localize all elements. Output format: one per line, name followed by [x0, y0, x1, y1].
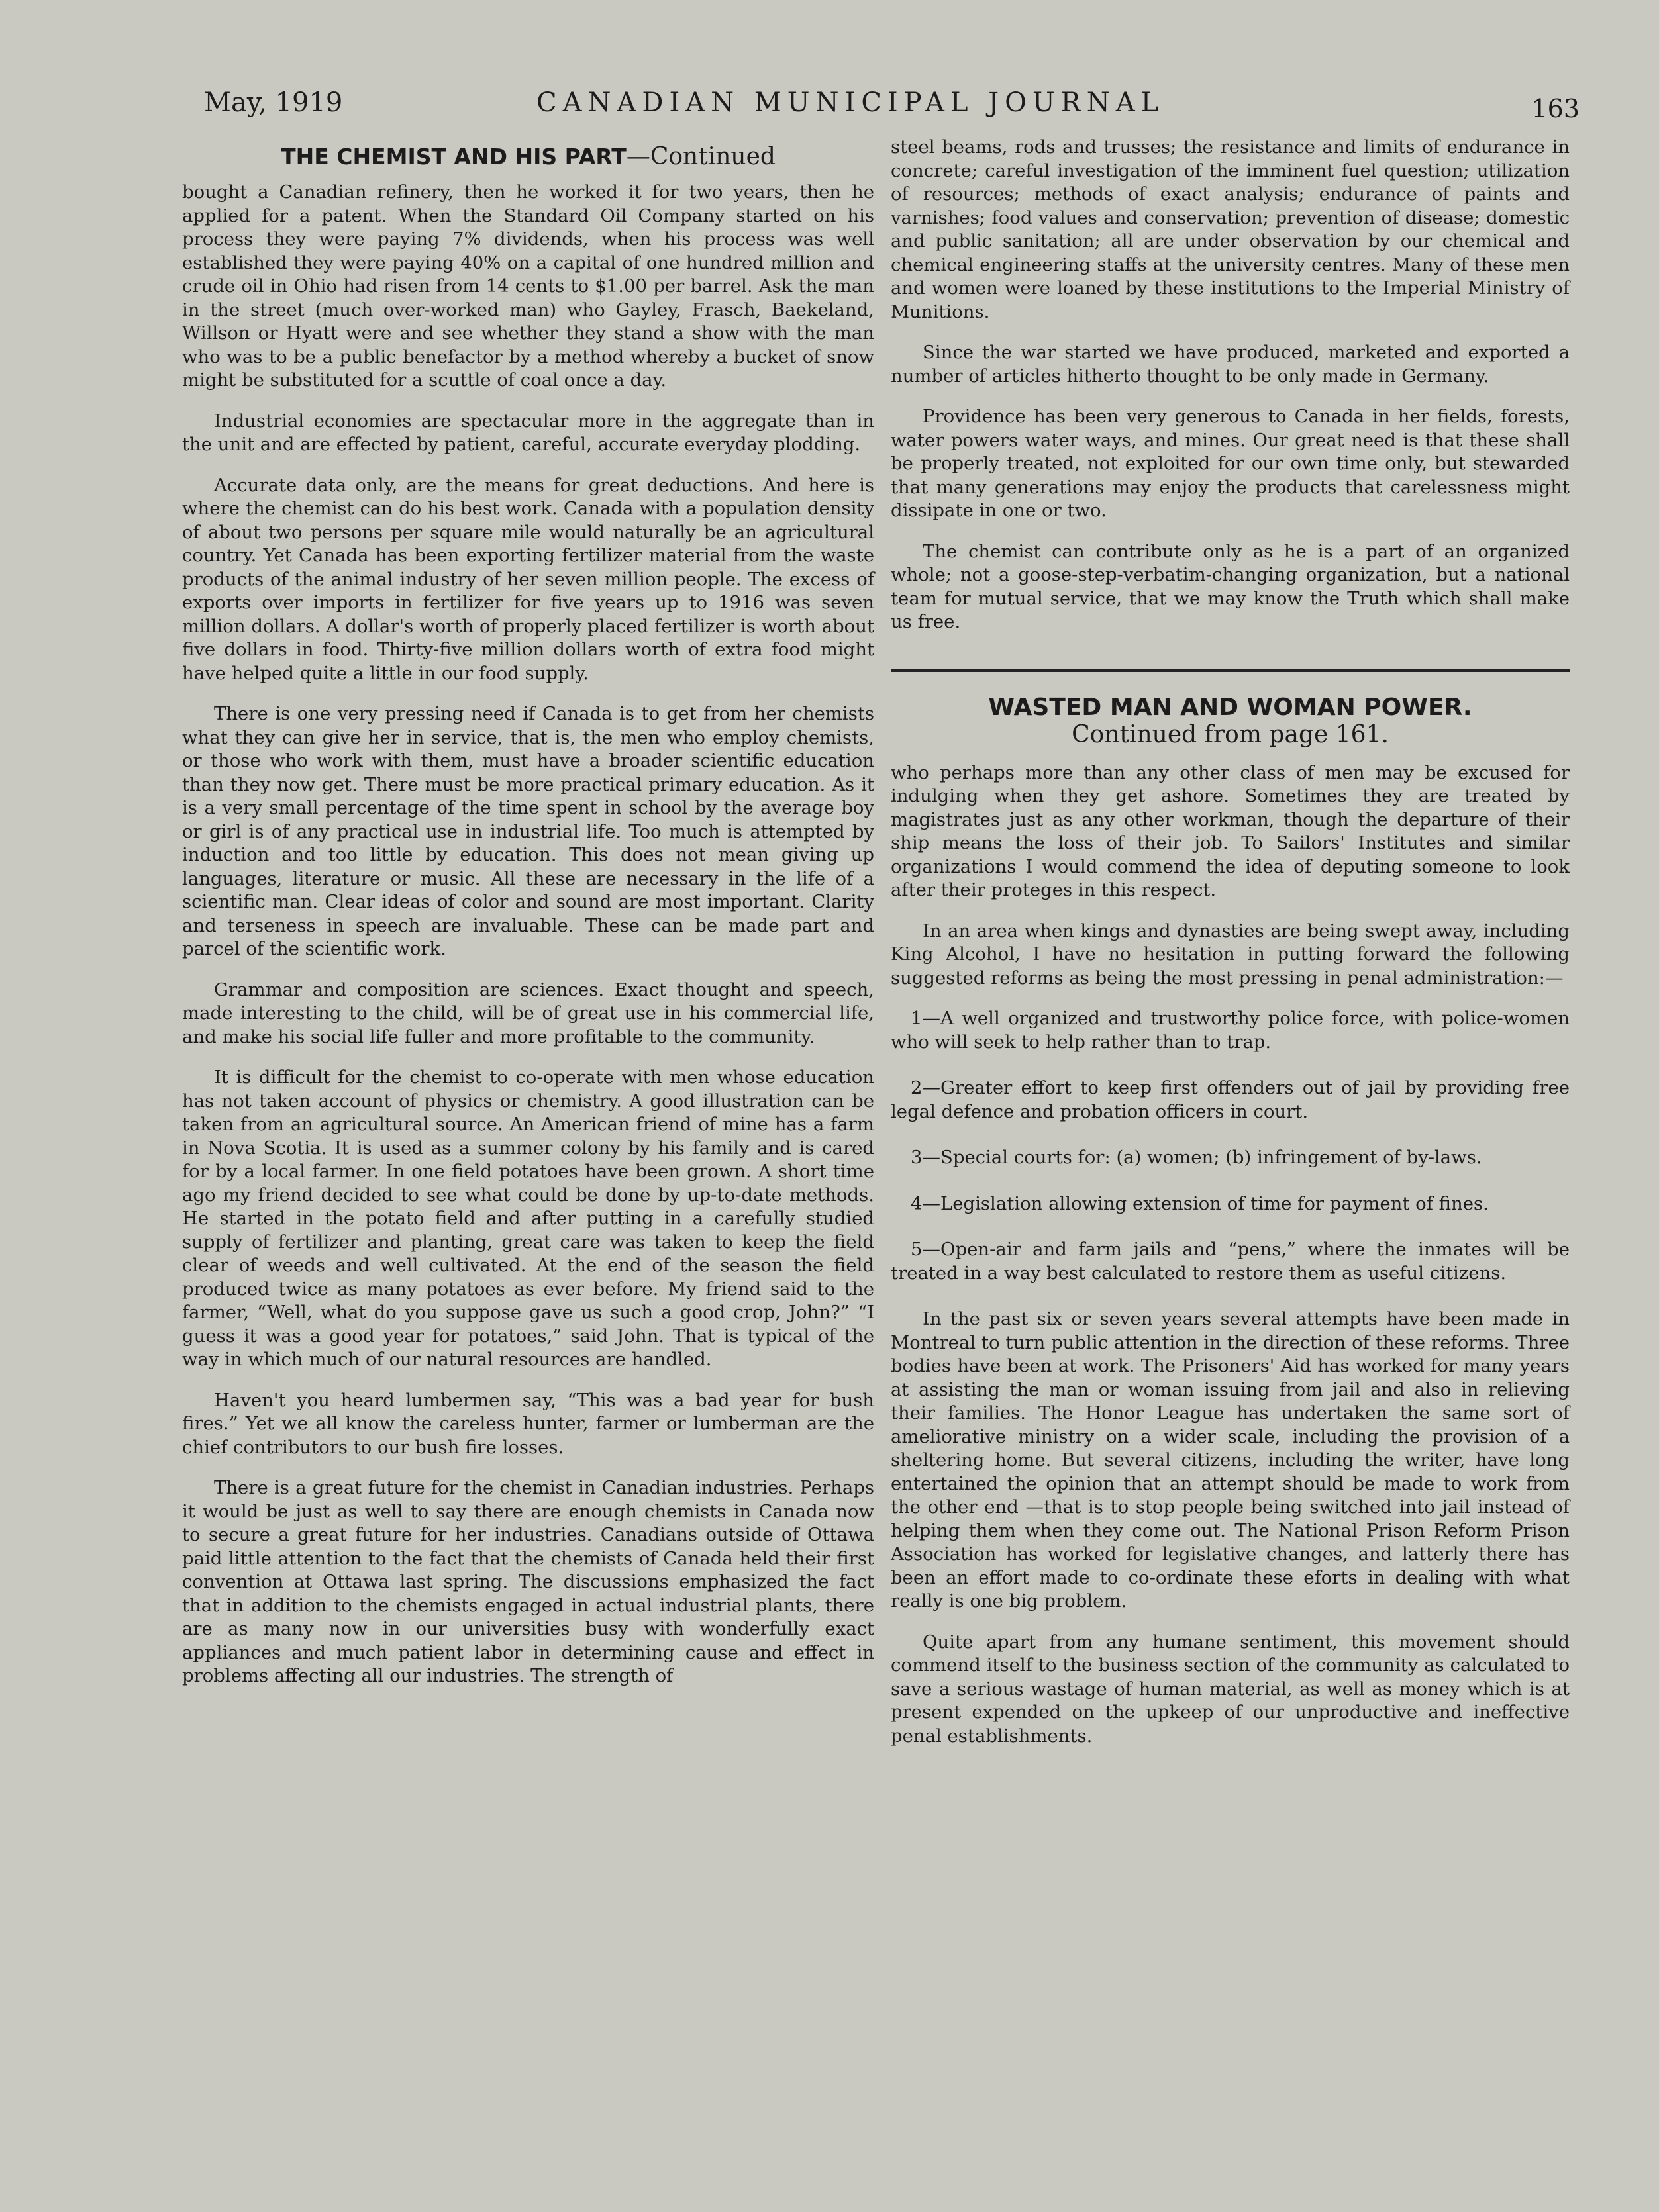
paragraph: steel beams, rods and trusses; the resistance and limits of endurance in concrete; careful investigation of the imminent fuel question; utilization of resources; methods of exact analysis; endurance of paints and varnishes; food values and conservation; prevention of disease; domestic and public sanitation; all are under observation by our chemical and chemical engineering staffs at the university centres. Many of these men and women were loaned by these institutions to the Imperial Ministry of Munitions. [891, 136, 1570, 322]
right-column [891, 136, 1570, 1765]
page-number: 163 [1531, 94, 1580, 123]
paragraph: who perhaps more than any other class of men may be excused for indulging when they get ashore. Sometimes they are treated by magistrates just as any other workman, though the departure of their ship means the loss of their job. To Sailors' Institutes and similar organizations I would commend the idea of deputing someone to look after their proteges in this respect. [891, 761, 1570, 900]
paragraph: Haven't you heard lumbermen say, “This was a bad year for bush fires.” Yet we all know the careless hunter, farmer or lumberman are the chief contributors to our bush fire losses. [182, 1389, 874, 1458]
paragraph: Accurate data only, are the means for great deductions. And here is where the chemist can do his best work. Canada with a population density of about two persons per square mile would naturally be an agricultural country. Yet Canada has been exporting fertilizer material from the waste products of the animal industry of her seven million people. The excess of exports over imports in fertilizer for five years up to 1916 was seven million dollars. A dollar's worth of properly placed fertilizer is worth about five dollars in food. Thirty-five million dollars worth of extra food might have helped quite a little in our food supply. [182, 474, 874, 684]
paragraph: There is a great future for the chemist in Canadian industries. Perhaps it would be just as well to say there are enough chemists in Canada now to secure a great future for her industries. Canadians outside of Ottawa paid little attention to the fact that the chemists of Canada held their first convention at Ottawa last spring. The discussions emphasized the fact that in addition to the chemists engaged in actual industrial plants, there are as many now in our universities busy with wonderfully exact appliances and much patient labor in determining cause and effect in problems affecting all our industries. The strength of [182, 1477, 874, 1686]
reform-item: 5—Open-air and farm jails and “pens,” where the inmates will be treated in a way best calculated to restore them as useful citizens. [891, 1239, 1570, 1284]
reform-item: 4—Legislation allowing extension of time for payment of fines. [911, 1192, 1489, 1214]
paragraph: There is one very pressing need if Canada is to get from her chemists what they can give her in service, that is, the men who employ chemists, or those who work with them, must have a broader scientific education than they now get. There must be more practical primary education. As it is a very small percentage of the time spent in school by the average boy or girl is of any practical use in industrial life. Too much is attempted by induction and too little by education. This does not mean giving up languages, literature or music. All these are necessary in the life of a scientific man. Clear ideas of color and sound are most important. Clarity and terseness in speech are invaluable. These can be made part and parcel of the scientific work. [182, 703, 874, 959]
paragraph: Industrial economies are spectacular more in the aggregate than in the unit and are effected by patient, careful, accurate everyday plodding. [182, 410, 874, 455]
article-title: THE CHEMIST AND HIS PART [281, 144, 627, 169]
paragraph: It is difficult for the chemist to co-operate with men whose education has not taken account of physics or chemistry. A good illustration can be taken from an agricultural source. An American friend of mine has a farm in Nova Scotia. It is used as a summer colony by his family and is cared for by a local farmer. In one field potatoes have been grown. A short time ago my friend decided to see what could be done by up-to-date methods. He started in the potato field and after putting in a carefully studied supply of fertilizer and planting, great care was taken to keep the field clear of weeds and well cultivated. At the end of the season the field produced twice as many potatoes as ever before. My friend said to the farmer, “Well, what do you suppose gave us such a good crop, John?” “I guess it was a good year for potatoes,” said John. That is typical of the way in which much of our natural resources are handled. [182, 1067, 874, 1370]
paragraph: bought a Canadian refinery, then he worked it for two years, then he applied for a patent. When the Standard Oil Company started on his process they were paying 7% dividends, when his process was well established they were paying 40% on a capital of one hundred million and crude oil in Ohio had risen from 14 cents to $1.00 per barrel. Ask the man in the street (much over-worked man) who Gayley, Frasch, Baekeland, Willson or Hyatt were and see whether they stand a show with the man who was to be a public benefactor by a method whereby a bucket of snow might be substituted for a scuttle of coal once a day. [182, 181, 874, 391]
paragraph: Quite apart from any humane sentiment, this movement should commend itself to the business section of the community as calculated to save a serious wastage of human material, as well as money which is at present expended on the upkeep of our unproductive and ineffective penal establishments. [891, 1631, 1570, 1747]
reform-item: 2—Greater effort to keep first offenders out of jail by providing free legal defence and probation officers in court. [891, 1077, 1570, 1122]
article-subheading: Continued from page 161. [1072, 721, 1389, 748]
running-header [199, 87, 1580, 127]
section-divider [891, 669, 1570, 672]
left-column [182, 136, 874, 1706]
reform-item: 1—A well organized and trustworthy police force, with police-women who will seek to help rather than to trap. [891, 1008, 1570, 1053]
article-heading [182, 144, 874, 171]
journal-title: CANADIAN MUNICIPAL JOURNAL [536, 87, 1165, 118]
paragraph: Since the war started we have produced, marketed and exported a number of articles hitherto thought to be only made in Germany. [891, 342, 1570, 387]
article-continued-label: —Continued [626, 143, 776, 170]
paragraph: Providence has been very generous to Canada in her fields, forests, water powers water ways, and mines. Our great need is that these shall be properly treated, not exploited for our own time only, but stewarded that many generations may enjoy the products that carelessness might dissipate in one or two. [891, 406, 1570, 521]
paragraph: In an area when kings and dynasties are being swept away, including King Alcohol, I have no hesitation in putting forward the following suggested reforms as being the most pressing in penal administration:— [891, 920, 1570, 988]
article-heading: WASTED MAN AND WOMAN POWER. [988, 693, 1472, 721]
issue-date: May, 1919 [204, 87, 343, 118]
reform-item: 3—Special courts for: (a) women; (b) infringement of by-laws. [911, 1147, 1482, 1168]
paragraph: Grammar and composition are sciences. Exact thought and speech, made interesting to the child, will be of great use in his commercial life, and make his social life fuller and more profitable to the community. [182, 979, 874, 1047]
paragraph: The chemist can contribute only as he is a part of an organized whole; not a goose-step-verbatim-changing organization, but a national team for mutual service, that we may know the Truth which shall make us free. [891, 540, 1570, 632]
paragraph: In the past six or seven years several attempts have been made in Montreal to turn public attention in the direction of these reforms. Three bodies have been at work. The Prisoners' Aid has worked for many years at assisting the man or woman issuing from jail and also in relieving their families. The Honor League has undertaken the same sort of ameliorative ministry on a wider scale, including the provision of a sheltering home. But several citizens, including the writer, have long entertained the opinion that an attempt should be made to work from the other end —that is to stop people being switched into jail instead of helping them when they come out. The National Prison Reform Prison Association has worked for legislative changes, and latterly there has been an effort made to co-ordinate these eforts in dealing with what really is one big problem. [891, 1308, 1570, 1611]
